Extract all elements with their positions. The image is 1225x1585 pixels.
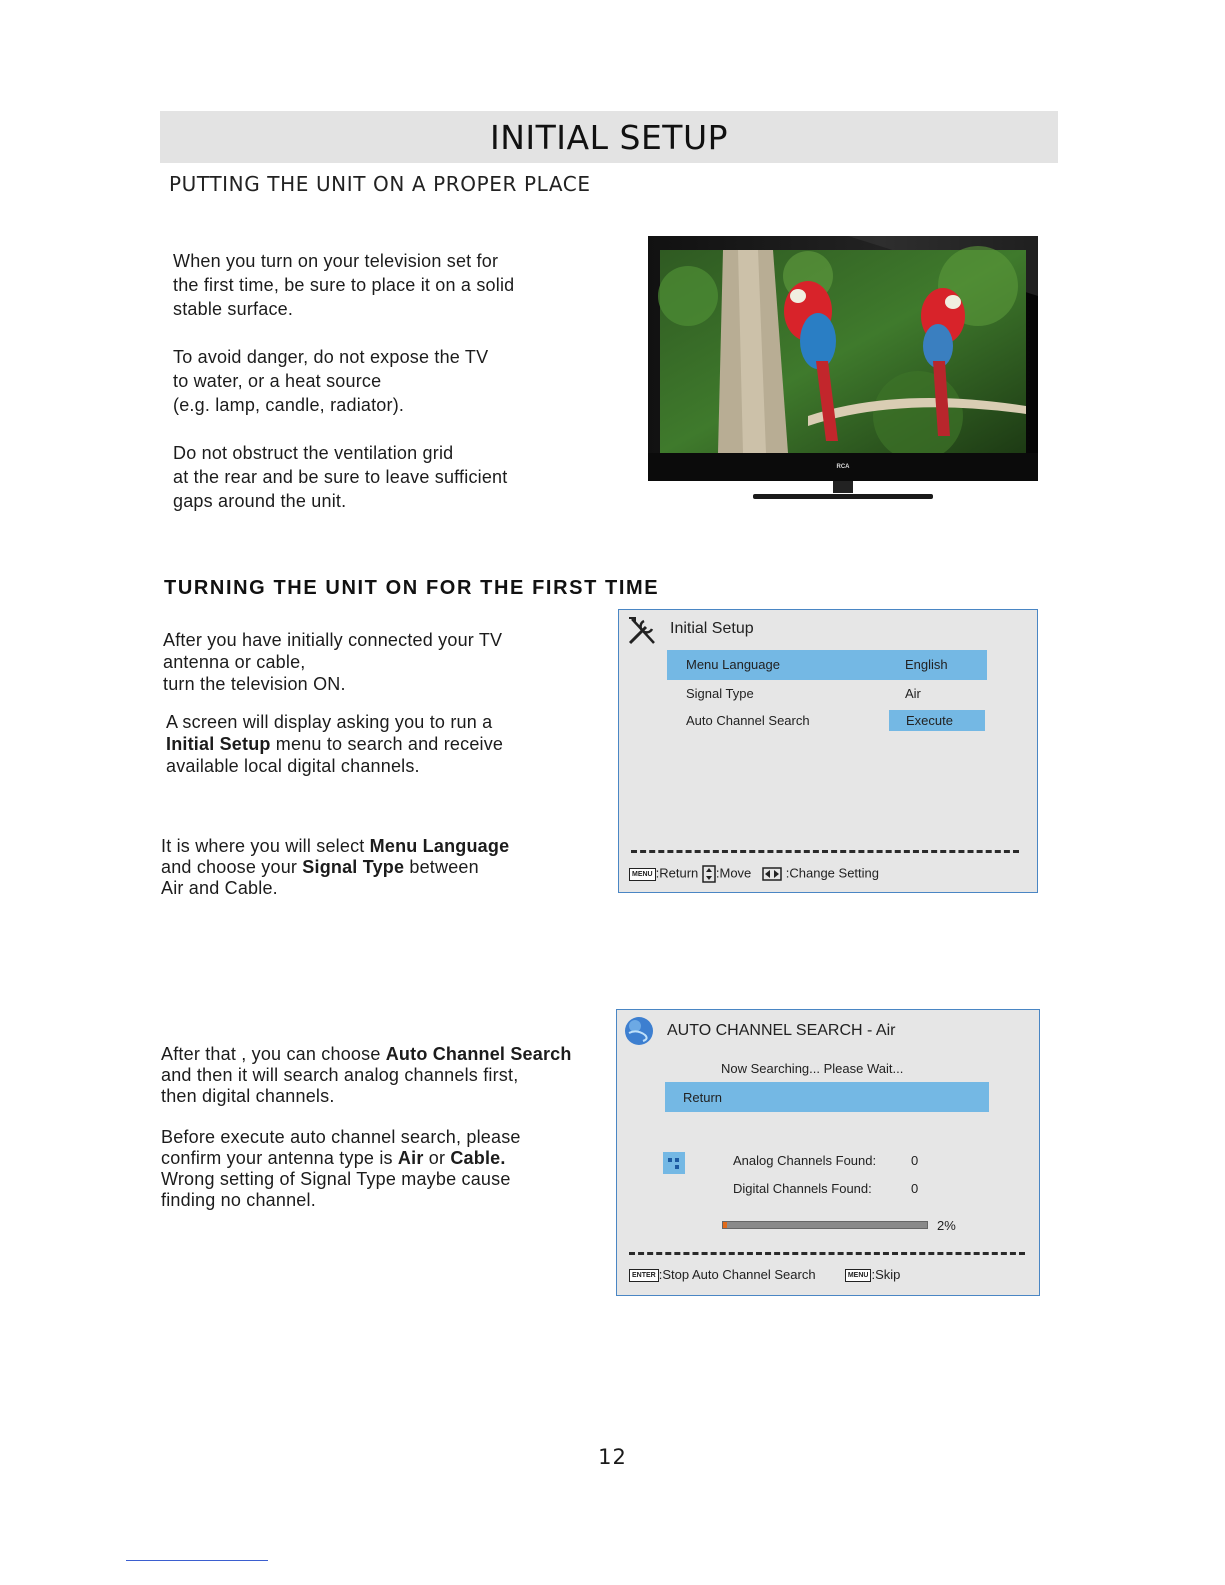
television-image [648,236,1048,504]
digital-channels-value: 0 [911,1181,919,1196]
text-line: To avoid danger, do not expose the TV [173,347,489,367]
bold-term: Initial Setup [166,734,271,754]
placement-paragraph-3 [173,441,507,513]
osd-divider [629,1252,1025,1255]
progress-fill [723,1222,727,1228]
text-line: turn the television ON. [163,674,346,694]
text-line: After you have initially connected your TV [163,630,503,650]
menu-key-icon: MENU [845,1269,872,1282]
analog-channels-value: 0 [911,1153,919,1168]
menu-language-value[interactable]: English [905,657,948,672]
osd-initial-setup [618,609,1038,893]
return-button-label[interactable]: Return [683,1090,723,1105]
first-time-paragraph-1 [163,629,502,695]
bold-term: Signal Type [302,857,405,877]
up-down-arrow-icon [702,865,716,883]
menu-language-label: Menu Language [686,657,780,672]
osd-title: Initial Setup [670,620,754,637]
globe-icon [623,1015,655,1047]
text-span: confirm your antenna type is [161,1148,398,1168]
search-status: Now Searching... Please Wait... [721,1061,904,1076]
text-span: It is where you will select [161,836,370,856]
text-span: or [423,1148,451,1168]
text-line: antenna or cable, [163,652,306,672]
digital-channels-label: Digital Channels Found: [733,1181,872,1196]
first-time-paragraph-2 [166,711,503,777]
osd-title: AUTO CHANNEL SEARCH - Air [667,1022,896,1039]
tv-stand-neck [833,481,853,493]
section-heading-first-time: TURNING THE UNIT ON FOR THE FIRST TIME [164,577,660,599]
stop-search-hint: :Stop Auto Channel Search [658,1267,816,1282]
signal-type-label: Signal Type [686,686,754,701]
osd-divider [631,850,1019,853]
placement-paragraph-2 [173,345,488,417]
footer-rule [126,1560,268,1561]
page-number: 12 [598,1445,627,1469]
first-time-paragraph-4 [161,1044,572,1107]
text-line: then digital channels. [161,1086,335,1106]
channel-icon [663,1152,685,1174]
tv-brand-logo: RCA [836,464,850,470]
text-line: Air and Cable. [161,878,278,898]
bold-term: Menu Language [369,836,510,856]
enter-key-icon: ENTER [629,1269,659,1282]
section-heading-placement: PUTTING THE UNIT ON A PROPER PLACE [169,172,591,196]
placement-paragraph-1 [173,249,514,321]
osd-footer [629,1267,900,1282]
text-span: and choose your [161,857,303,877]
text-span: menu to search and receive [270,734,504,754]
text-span: between [404,857,479,877]
change-setting-hint: :Change Setting [785,865,879,881]
text-line: at the rear and be sure to leave sufficient [173,467,508,487]
osd-auto-channel-search [616,1009,1040,1296]
bold-term: Auto Channel Search [385,1044,572,1064]
text-line: available local digital channels. [166,756,420,776]
return-hint: :Return [655,865,699,881]
text-line: When you turn on your television set for [173,251,499,271]
tools-icon [626,615,658,647]
text-line: and then it will search analog channels first, [161,1065,519,1085]
osd-footer [629,865,879,883]
text-line: Before execute auto channel search, please [161,1127,521,1147]
menu-key-icon: MENU [629,868,656,881]
text-span: After that , you can choose [161,1044,386,1064]
left-right-arrow-icon [762,867,782,881]
text-line: stable surface. [173,299,294,319]
page-title: INITIAL SETUP [490,118,728,157]
analog-channels-label: Analog Channels Found: [733,1153,877,1168]
text-line: the first time, be sure to place it on a solid [173,275,515,295]
text-line: (e.g. lamp, candle, radiator). [173,395,405,415]
text-line: Wrong setting of Signal Type maybe cause [161,1169,511,1189]
text-line: gaps around the unit. [173,491,347,511]
bold-term: Air [397,1148,424,1168]
text-line: finding no channel. [161,1190,316,1210]
skip-hint: :Skip [871,1267,901,1282]
move-hint: :Move [715,865,752,881]
first-time-paragraph-3 [161,836,509,899]
bold-term: Cable. [450,1148,506,1168]
text-line: A screen will display asking you to run a [166,712,493,732]
progress-percent: 2% [937,1218,956,1233]
text-line: Do not obstruct the ventilation grid [173,443,454,463]
execute-button-label[interactable]: Execute [906,713,953,728]
signal-type-value[interactable]: Air [905,686,921,701]
auto-channel-search-label: Auto Channel Search [686,713,810,728]
first-time-paragraph-5 [161,1127,521,1211]
text-line: to water, or a heat source [173,371,382,391]
tv-stand-base [753,494,933,499]
progress-bar [722,1221,928,1229]
